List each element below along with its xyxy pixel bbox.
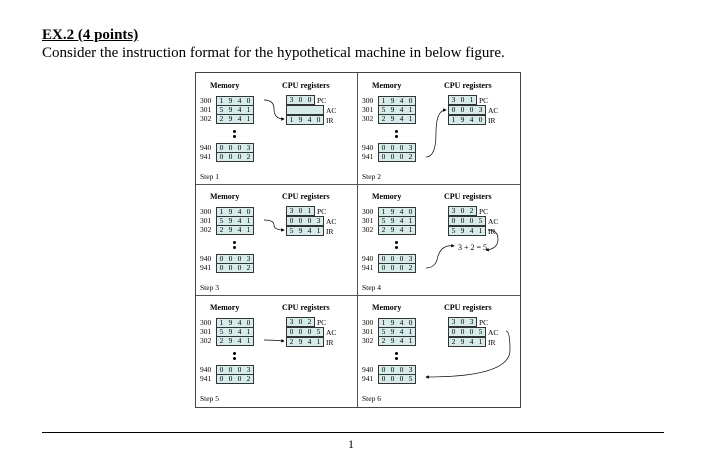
digit-cell: 4 [469, 226, 474, 235]
digit-cell: 0 [246, 95, 251, 105]
digit-cell: 3 [246, 253, 251, 263]
digit-cell: 5 [478, 216, 483, 225]
digit-cell: 9 [390, 113, 395, 123]
digit-cell: 0 [228, 151, 233, 161]
cpu-registers-title: CPU registers [444, 81, 492, 90]
digit-cell: 1 [478, 337, 483, 346]
digit-cell: 3 [289, 95, 294, 104]
digit-cell: 0 [390, 262, 395, 272]
step-panel-6 [358, 295, 519, 406]
digit-cell: 0 [219, 373, 224, 383]
digit-cell: 0 [399, 373, 404, 383]
register-name: IR [326, 226, 334, 236]
digit-cell: 1 [246, 326, 251, 336]
digit-cell: 9 [298, 115, 303, 124]
digit-cell: 0 [307, 327, 312, 336]
digit-cell: 0 [460, 317, 465, 326]
digit-cell: 4 [469, 337, 474, 346]
digit-cell: 0 [219, 364, 224, 374]
arrow-path [264, 220, 284, 230]
digit-cell: 0 [219, 262, 224, 272]
digit-cell: 3 [469, 317, 474, 326]
cpu-registers-title: CPU registers [444, 192, 492, 201]
memory-address: 300 [200, 96, 212, 105]
digit-cell: 0 [246, 317, 251, 327]
step-label: Step 3 [200, 283, 219, 292]
digit-cell: 4 [399, 113, 404, 123]
digit-cell: 1 [316, 226, 321, 235]
register-name: PC [317, 317, 327, 327]
flow-arrows [358, 184, 519, 295]
digit-cell: 1 [451, 115, 456, 124]
register-name: AC [488, 327, 499, 337]
digit-cell: 4 [399, 206, 404, 216]
memory-title: Memory [210, 81, 240, 90]
digit-cell: 0 [469, 105, 474, 114]
digit-cell: 4 [307, 337, 312, 346]
arrow-path [486, 230, 498, 250]
digit-cell: 1 [408, 224, 413, 234]
register-name: AC [326, 216, 337, 226]
step-panel-4 [358, 184, 519, 295]
digit-cell: 9 [390, 335, 395, 345]
digit-cell: 0 [460, 95, 465, 104]
digit-cell: 5 [219, 215, 224, 225]
digit-cell: 0 [316, 115, 321, 124]
digit-cell: 0 [390, 364, 395, 374]
digit-cell: 3 [451, 95, 456, 104]
digit-cell: 1 [408, 335, 413, 345]
register-name: PC [479, 206, 489, 216]
digit-cell: 2 [246, 151, 251, 161]
digit-cell: 0 [460, 105, 465, 114]
digit-cell: 3 [478, 105, 483, 114]
digit-cell: 2 [381, 224, 386, 234]
digit-cell: 9 [390, 224, 395, 234]
digit-cell: 9 [228, 104, 233, 114]
step-panel-2 [358, 73, 519, 184]
digit-cell: 1 [246, 104, 251, 114]
digit-cell: 0 [219, 142, 224, 152]
flow-arrows [196, 295, 357, 406]
digit-cell: 0 [460, 206, 465, 215]
digit-cell: 0 [237, 364, 242, 374]
digit-cell: 9 [390, 95, 395, 105]
digit-cell: 3 [246, 364, 251, 374]
memory-title: Memory [372, 81, 402, 90]
memory-address: 300 [362, 96, 374, 105]
digit-cell: 0 [307, 216, 312, 225]
register-name: PC [479, 95, 489, 105]
memory-address: 300 [200, 318, 212, 327]
arrow-path [264, 100, 284, 119]
digit-cell: 0 [237, 151, 242, 161]
digit-cell: 1 [478, 226, 483, 235]
digit-cell: 2 [246, 262, 251, 272]
digit-cell: 0 [228, 373, 233, 383]
register-name: IR [326, 337, 334, 347]
digit-cell: 4 [399, 95, 404, 105]
digit-cell: 9 [390, 104, 395, 114]
flow-arrows [358, 295, 519, 406]
digit-cell: 5 [381, 326, 386, 336]
register-name: PC [317, 206, 327, 216]
memory-address: 302 [362, 225, 374, 234]
digit-cell: 0 [298, 216, 303, 225]
digit-cell: 2 [219, 224, 224, 234]
cpu-registers-title: CPU registers [282, 303, 330, 312]
digit-cell: 3 [246, 142, 251, 152]
digit-cell: 5 [381, 104, 386, 114]
digit-cell: 0 [381, 262, 386, 272]
digit-cell: 2 [246, 373, 251, 383]
digit-cell: 9 [390, 215, 395, 225]
digit-cell: 4 [237, 224, 242, 234]
digit-cell: 3 [316, 216, 321, 225]
digit-cell: 5 [381, 215, 386, 225]
memory-address: 940 [200, 143, 212, 152]
step-label: Step 5 [200, 394, 219, 403]
digit-cell: 0 [390, 253, 395, 263]
digit-cell: 4 [237, 206, 242, 216]
flow-arrows [196, 184, 357, 295]
instruction-cycle-figure [195, 72, 521, 408]
digit-cell: 0 [399, 364, 404, 374]
arrow-path [264, 340, 284, 341]
memory-address: 302 [362, 336, 374, 345]
digit-cell: 0 [408, 206, 413, 216]
digit-cell: 1 [469, 95, 474, 104]
register-name: IR [326, 115, 334, 125]
digit-cell: 0 [460, 327, 465, 336]
digit-cell: 9 [228, 326, 233, 336]
digit-cell: 5 [219, 326, 224, 336]
digit-cell: 5 [219, 104, 224, 114]
digit-cell: 9 [460, 115, 465, 124]
flow-arrows [358, 73, 519, 184]
arrow-path [426, 110, 446, 157]
memory-address: 941 [362, 152, 374, 161]
digit-cell: 0 [237, 373, 242, 383]
digit-cell: 2 [381, 113, 386, 123]
digit-cell: 0 [289, 327, 294, 336]
register-name: IR [488, 337, 496, 347]
register-name: PC [479, 317, 489, 327]
digit-cell: 2 [451, 337, 456, 346]
memory-address: 301 [200, 105, 212, 114]
digit-cell: 0 [298, 206, 303, 215]
digit-cell: 0 [237, 253, 242, 263]
digit-cell: 0 [381, 364, 386, 374]
register-name: AC [488, 216, 499, 226]
memory-address: 301 [362, 216, 374, 225]
digit-cell: 3 [289, 317, 294, 326]
digit-cell: 0 [399, 253, 404, 263]
step-label: Step 2 [362, 172, 381, 181]
digit-cell: 1 [246, 113, 251, 123]
digit-cell: 0 [237, 262, 242, 272]
digit-cell: 0 [298, 327, 303, 336]
digit-cell: 0 [381, 373, 386, 383]
digit-cell: 0 [298, 95, 303, 104]
digit-cell: 9 [460, 226, 465, 235]
digit-cell: 1 [381, 317, 386, 327]
digit-cell: 0 [469, 216, 474, 225]
register-name: PC [317, 95, 327, 105]
digit-cell: 0 [399, 262, 404, 272]
memory-title: Memory [210, 192, 240, 201]
digit-cell: 1 [408, 104, 413, 114]
digit-cell: 4 [237, 317, 242, 327]
digit-cell: 1 [219, 95, 224, 105]
digit-cell: 0 [451, 327, 456, 336]
digit-cell: 0 [381, 253, 386, 263]
digit-cell: 9 [228, 215, 233, 225]
digit-cell: 3 [451, 317, 456, 326]
digit-cell: 1 [408, 113, 413, 123]
digit-cell: 9 [228, 206, 233, 216]
footer-rule [42, 432, 664, 433]
memory-title: Memory [372, 192, 402, 201]
memory-address: 940 [200, 365, 212, 374]
digit-cell: 1 [219, 317, 224, 327]
digit-cell: 1 [381, 206, 386, 216]
digit-cell: 4 [307, 115, 312, 124]
digit-cell: 5 [478, 327, 483, 336]
digit-cell: 3 [289, 206, 294, 215]
digit-cell: 1 [289, 115, 294, 124]
digit-cell: 0 [451, 105, 456, 114]
digit-cell: 9 [390, 317, 395, 327]
digit-cell: 2 [381, 335, 386, 345]
digit-cell: 2 [307, 317, 312, 326]
step-panel-5 [196, 295, 357, 406]
memory-address: 940 [362, 143, 374, 152]
digit-cell: 0 [228, 262, 233, 272]
digit-cell: 9 [228, 113, 233, 123]
cpu-registers-title: CPU registers [282, 81, 330, 90]
digit-cell: 0 [478, 115, 483, 124]
register-name: AC [326, 327, 337, 337]
digit-cell: 2 [219, 113, 224, 123]
memory-title: Memory [372, 303, 402, 312]
memory-address: 301 [362, 327, 374, 336]
digit-cell: 0 [451, 216, 456, 225]
digit-cell: 2 [469, 206, 474, 215]
digit-cell: 0 [237, 142, 242, 152]
digit-cell: 0 [469, 327, 474, 336]
digit-cell: 0 [390, 373, 395, 383]
digit-cell: 1 [408, 326, 413, 336]
memory-address: 301 [362, 105, 374, 114]
digit-cell: 0 [390, 142, 395, 152]
digit-cell: 0 [381, 142, 386, 152]
memory-title: Memory [210, 303, 240, 312]
digit-cell: 2 [289, 337, 294, 346]
digit-cell: 3 [451, 206, 456, 215]
digit-cell: 0 [460, 216, 465, 225]
memory-address: 300 [200, 207, 212, 216]
memory-address: 940 [200, 254, 212, 263]
digit-cell: 1 [246, 335, 251, 345]
digit-cell: 0 [228, 253, 233, 263]
flow-arrows [196, 73, 357, 184]
digit-cell: 4 [237, 215, 242, 225]
digit-cell: 5 [289, 226, 294, 235]
digit-cell: 9 [298, 337, 303, 346]
memory-address: 940 [362, 254, 374, 263]
digit-cell: 5 [408, 373, 413, 383]
digit-cell: 0 [399, 151, 404, 161]
memory-address: 300 [362, 318, 374, 327]
digit-cell: 1 [316, 337, 321, 346]
memory-address: 302 [200, 336, 212, 345]
digit-cell: 5 [316, 327, 321, 336]
digit-cell: 9 [228, 95, 233, 105]
step-label: Step 4 [362, 283, 381, 292]
digit-cell: 1 [246, 224, 251, 234]
register-name: IR [488, 115, 496, 125]
step-label: Step 1 [200, 172, 219, 181]
memory-address: 301 [200, 216, 212, 225]
digit-cell: 0 [399, 142, 404, 152]
digit-cell: 9 [228, 335, 233, 345]
step-panel-1 [196, 73, 357, 184]
step-panel-3 [196, 184, 357, 295]
digit-cell: 4 [399, 215, 404, 225]
digit-cell: 0 [289, 216, 294, 225]
digit-cell: 0 [408, 317, 413, 327]
addition-result: 3 + 2 = 5 [458, 243, 488, 252]
digit-cell: 2 [219, 335, 224, 345]
digit-cell: 9 [228, 317, 233, 327]
memory-address: 302 [200, 225, 212, 234]
cpu-registers-title: CPU registers [444, 303, 492, 312]
digit-cell: 4 [237, 95, 242, 105]
digit-cell: 4 [237, 113, 242, 123]
digit-cell: 1 [381, 95, 386, 105]
page-number: 1 [348, 437, 354, 451]
memory-address: 941 [362, 263, 374, 272]
memory-address: 940 [362, 365, 374, 374]
digit-cell: 0 [228, 364, 233, 374]
digit-cell: 3 [408, 142, 413, 152]
digit-cell: 9 [390, 326, 395, 336]
digit-cell: 2 [408, 262, 413, 272]
memory-address: 941 [200, 374, 212, 383]
memory-address: 302 [200, 114, 212, 123]
digit-cell: 9 [228, 224, 233, 234]
arrow-path [426, 246, 454, 268]
register-name: IR [488, 226, 496, 236]
digit-cell: 4 [307, 226, 312, 235]
digit-cell: 5 [451, 226, 456, 235]
digit-cell: 4 [399, 326, 404, 336]
digit-cell: 9 [460, 337, 465, 346]
memory-address: 300 [362, 207, 374, 216]
digit-cell: 0 [408, 95, 413, 105]
digit-cell: 2 [408, 151, 413, 161]
digit-cell: 0 [246, 206, 251, 216]
digit-cell: 3 [408, 253, 413, 263]
memory-address: 941 [200, 263, 212, 272]
digit-cell: 4 [469, 115, 474, 124]
digit-cell: 1 [307, 206, 312, 215]
digit-cell: 4 [237, 335, 242, 345]
exercise-heading: EX.2 (4 points) [42, 27, 139, 43]
step-label: Step 6 [362, 394, 381, 403]
digit-cell: 4 [237, 104, 242, 114]
register-name: AC [326, 105, 337, 115]
digit-cell: 4 [399, 104, 404, 114]
digit-cell: 9 [298, 226, 303, 235]
question-text: Consider the instruction format for the hypothetical machine in below figure. [42, 45, 505, 61]
digit-cell: 1 [219, 206, 224, 216]
digit-cell: 4 [399, 317, 404, 327]
digit-cell: 0 [219, 151, 224, 161]
register-name: AC [488, 105, 499, 115]
digit-cell: 1 [408, 215, 413, 225]
digit-cell: 0 [390, 151, 395, 161]
memory-address: 302 [362, 114, 374, 123]
cpu-registers-title: CPU registers [282, 192, 330, 201]
digit-cell: 4 [237, 326, 242, 336]
digit-cell: 0 [307, 95, 312, 104]
digit-cell: 0 [381, 151, 386, 161]
digit-cell: 4 [399, 335, 404, 345]
arrow-path [426, 331, 510, 377]
memory-address: 941 [362, 374, 374, 383]
digit-cell: 0 [298, 317, 303, 326]
memory-address: 301 [200, 327, 212, 336]
digit-cell: 9 [390, 206, 395, 216]
digit-cell: 1 [246, 215, 251, 225]
digit-cell: 0 [228, 142, 233, 152]
memory-address: 941 [200, 152, 212, 161]
digit-cell: 0 [219, 253, 224, 263]
digit-cell: 4 [399, 224, 404, 234]
digit-cell: 3 [408, 364, 413, 374]
